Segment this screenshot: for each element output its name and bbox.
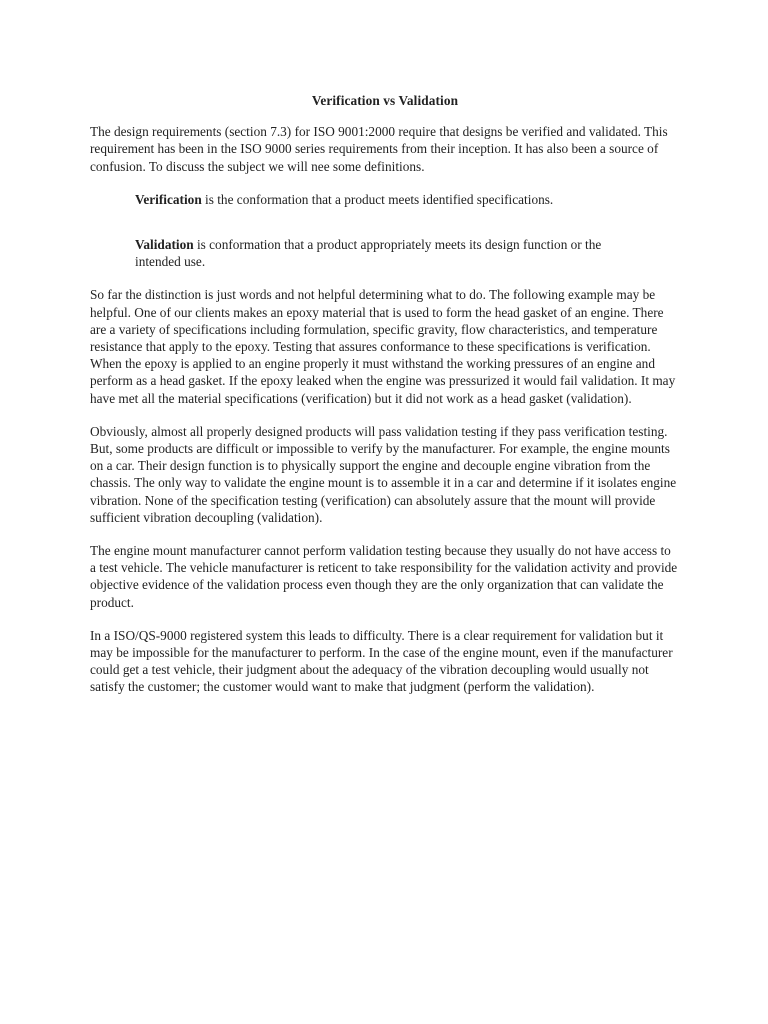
body-paragraph-manufacturer: The engine mount manufacturer cannot perform validation testing because they usually do not have access to a test vehicle. The vehicle manufacturer is reticent to take responsibility for the validation activity and provide objective evidence of the validation process even though they are the only organization that can validate the product. <box>90 543 678 610</box>
body-paragraph-example: So far the distinction is just words and not helpful determining what to do. The following example may be helpful. One of our clients makes an epoxy material that is used to form the head gasket of an engine. There are a variety of specifications including formulation, specific gravity, flow characteristics, and temperature resistance that apply to the epoxy. Testing that assures conformance to these specifications is verification. When the epoxy is applied to an engine properly it must withstand the working pressures of an engine and perform as a head gasket. If the epoxy leaked when the engine was pressurized it would fail validation. It may have met all the material specifications (verification) but it did not work as a head gasket (validation). <box>90 287 676 406</box>
body-paragraph-engine-mounts: Obviously, almost all properly designed products will pass validation testing if they pass verification testing. But, some products are difficult or impossible to verify by the manufacturer. For example, the engine mounts on a car. Their design function is to physically support the engine and decouple engine vibration from the chassis. The only way to validate the engine mount is to assemble it in a car and determine if it isolates engine vibration. None of the specification testing (verification) can absolutely assure that the mount will provide sufficient vibration decoupling (validation). <box>90 423 677 525</box>
definition-text: is conformation that a product appropriately meets its design function or the intended use. <box>135 237 602 270</box>
definition-term: Verification <box>135 191 202 207</box>
body-paragraph-iso-qs: In a ISO/QS-9000 registered system this leads to difficulty. There is a clear requirement for validation but it may be impossible for the manufacturer to perform. In the case of the engine mount, even if the manufacturer could get a test vehicle, their judgment about the adequacy of the vibration decoupling would usually not satisfy the customer; the customer would want to make that judgment (perform the validation). <box>90 627 673 695</box>
definition-term: Validation <box>135 237 194 253</box>
definition-verification <box>135 191 635 208</box>
definition-validation <box>135 236 635 270</box>
document-title: Verification vs Validation <box>311 93 459 108</box>
intro-paragraph: The design requirements (section 7.3) for ISO 9001:2000 require that designs be verified and validated. This requirement has been in the ISO 9000 series requirements from their inception. It has also been a source of confusion. To discuss the subject we will nee some definitions. <box>90 124 668 174</box>
definition-text: is the conformation that a product meets identified specifications. <box>201 191 554 207</box>
